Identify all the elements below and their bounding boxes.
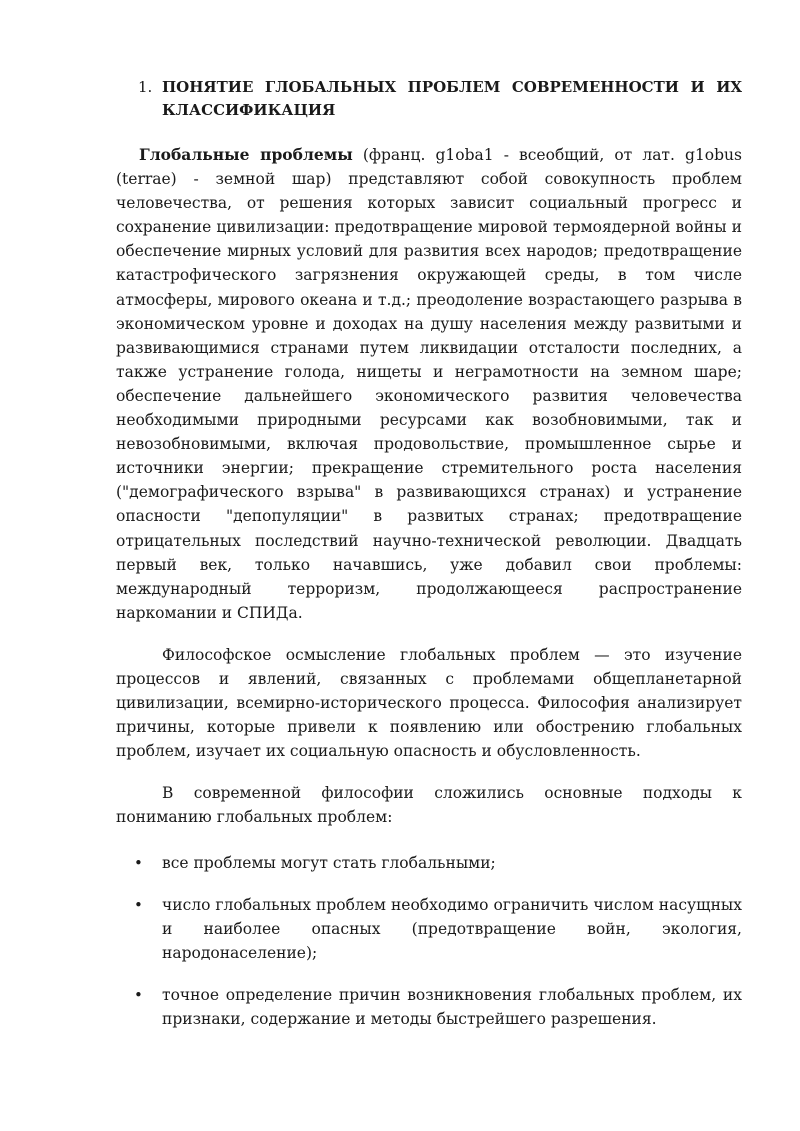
bullet-icon: • (134, 895, 143, 914)
section-title: ПОНЯТИЕ ГЛОБАЛЬНЫХ ПРОБЛЕМ СОВРЕМЕННОСТИ И ИХ КЛАССИФИКАЦИЯ (162, 78, 742, 119)
philosophy-paragraph: Философское осмысление глобальных проблем — это изучение процессов и явлений, связанных с проблемами общепланетарной цивилизации, всемирно-исторического процесса. Философия анализирует причины, которые привели к появлению или обострению глобальных проблем, изучает их социальную опасность и обусловленность. (116, 645, 742, 760)
list-item-text: точное определение причин возникновения глобальных проблем, их признаки, содержание и методы быстрейшего разрешения. (162, 985, 742, 1028)
list-item-text: число глобальных проблем необходимо ограничить числом насущных и наиболее опасных (предотвращение войн, экология, народонаселение); (162, 895, 742, 962)
bullet-icon: • (134, 853, 143, 872)
section-number: 1. (138, 78, 153, 96)
bullet-icon: • (134, 985, 143, 1004)
approaches-list (116, 851, 742, 1031)
list-item-text: все проблемы могут стать глобальными; (162, 853, 496, 872)
document-body (116, 76, 742, 1049)
definition-paragraph (116, 143, 742, 625)
section-heading (116, 76, 742, 122)
list-item (116, 893, 742, 965)
defined-term: Глобальные проблемы (139, 145, 353, 164)
definition-text: (франц. g1oba1 - всеобщий, от лат. g1obus (terrae) - земной шар) представляют собой совокупность проблем человечества, от решения которых зависит социальный прогресс и сохранение цивилизации: предотвращение мировой термоядерной войны и обеспечение мирных условий для развития всех народов; предотвращение катастрофического загрязнения окружающей среды, в том числе атмосферы, мирового океана и т.д.; преодоление возрастающего разрыва в экономическом уровне и доходах на душу населения между развитыми и развивающимися странами путем ликвидации отсталости последних, а также устранение голода, нищеты и неграмотности на земном шаре; обеспечение дальнейшего экономического развития человечества необходимыми природными ресурсами как возобновимыми, так и невозобновимыми, включая продовольствие, промышленное сырье и источники энергии; прекращение стремительного роста населения ("демографического взрыва" в развивающихся странах) и устранение опасности "депопуляции" в развитых странах; предотвращение отрицательных последствий научно-технической революции. Двадцать первый век, только начавшись, уже добавил свои проблемы: международный терроризм, продолжающееся распространение наркомании и СПИДа. (116, 146, 742, 622)
list-item (116, 851, 742, 875)
approaches-intro-paragraph: В современной философии сложились основные подходы к пониманию глобальных проблем: (116, 783, 742, 826)
list-item (116, 983, 742, 1031)
